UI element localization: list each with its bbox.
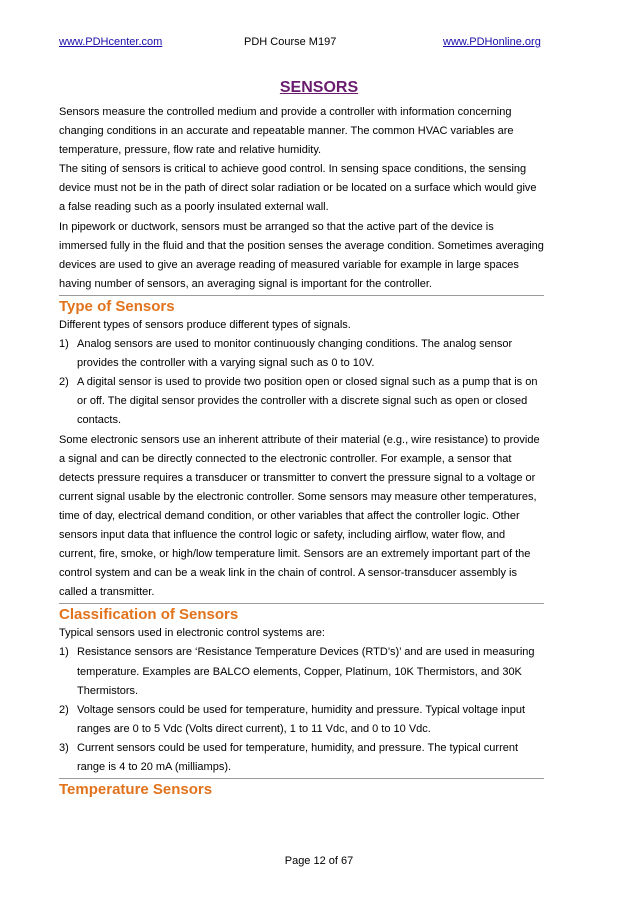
type-list	[59, 335, 544, 430]
list-item	[59, 643, 544, 700]
intro-paragraph: In pipework or ductwork, sensors must be arranged so that the active part of the device is immersed fully in the fluid and that the position senses the average condition. Sometimes averaging devices are used to give an average reading of measured variable for example in large spaces having number of sensors, an averaging signal is important for the controller.	[59, 220, 544, 290]
header-course-title: PDH Course M197	[244, 36, 337, 48]
list-number: 2)	[59, 703, 69, 716]
list-item	[59, 373, 544, 430]
list-item	[59, 335, 544, 373]
intro-paragraph: The siting of sensors is critical to achieve good control. In sensing space conditions, the sensing device must not be in the path of direct solar radiation or be located on a surface which would give a false reading such as a poorly insulated external wall.	[59, 163, 537, 214]
list-text: Voltage sensors could be used for temperature, humidity and pressure. Typical voltage input ranges are 0 to 5 Vdc (Volts direct current), 1 to 11 Vdc, and 0 to 10 Vdc.	[77, 703, 526, 735]
page-number: Page 12 of 67	[284, 855, 354, 867]
list-item	[59, 701, 544, 739]
list-number: 1)	[59, 646, 69, 659]
header-left-link[interactable]: www.PDHcenter.com	[59, 36, 163, 48]
type-lead: Different types of sensors produce different types of signals.	[59, 318, 351, 331]
classification-heading: Classification of Sensors	[59, 603, 544, 624]
list-text: Current sensors could be used for temperature, humidity, and pressure. The typical current range is 4 to 20 mA (milliamps).	[77, 741, 519, 773]
list-number: 2)	[59, 376, 69, 389]
list-text: Resistance sensors are ‘Resistance Temperature Devices (RTD’s)’ and are used in measuring temperature. Examples are BALCO elements, Copper, Platinum, 10K Thermistors, and 30K Thermistors.	[77, 646, 535, 697]
header-right-link[interactable]: www.PDHonline.org	[443, 36, 541, 48]
page-title: SENSORS	[279, 79, 359, 96]
list-number: 3)	[59, 741, 69, 754]
intro-paragraph: Sensors measure the controlled medium and provide a controller with information concerning changing conditions in an accurate and repeatable manner. The common HVAC variables are temperature, pressure, flow rate and relative humidity.	[59, 106, 514, 157]
list-number: 1)	[59, 338, 69, 351]
list-text: Analog sensors are used to monitor continuously changing conditions. The analog sensor provides the controller with a varying signal such as 0 to 10V.	[77, 338, 513, 370]
type-paragraph: Some electronic sensors use an inherent attribute of their material (e.g., wire resistance) to provide a signal and can be directly connected to the electronic controller. For example, a sensor that detects pressure requires a transducer or transmitter to convert the pressure signal to a voltage or current signal usable by the electronic controller. Some sensors may measure other temperatures, time of day, electrical demand condition, or other variables that affect the controller logic. Other sensors input data that influence the control logic or safety, including airflow, water flow, and current, fire, smoke, or high/low temperature limit. Sensors are an extremely important part of the control system and can be a weak link in the chain of control. A sensor-transducer assembly is called a transmitter.	[59, 433, 540, 599]
document-body	[59, 103, 544, 799]
temperature-sensors-heading: Temperature Sensors	[59, 778, 544, 799]
list-item	[59, 739, 544, 777]
class-lead: Typical sensors used in electronic control systems are:	[59, 627, 325, 640]
type-of-sensors-heading: Type of Sensors	[59, 295, 544, 316]
list-text: A digital sensor is used to provide two position open or closed signal such as a pump that is on or off. The digital sensor provides the controller with a discrete signal such as open or closed contacts.	[77, 376, 538, 427]
class-list	[59, 643, 544, 777]
